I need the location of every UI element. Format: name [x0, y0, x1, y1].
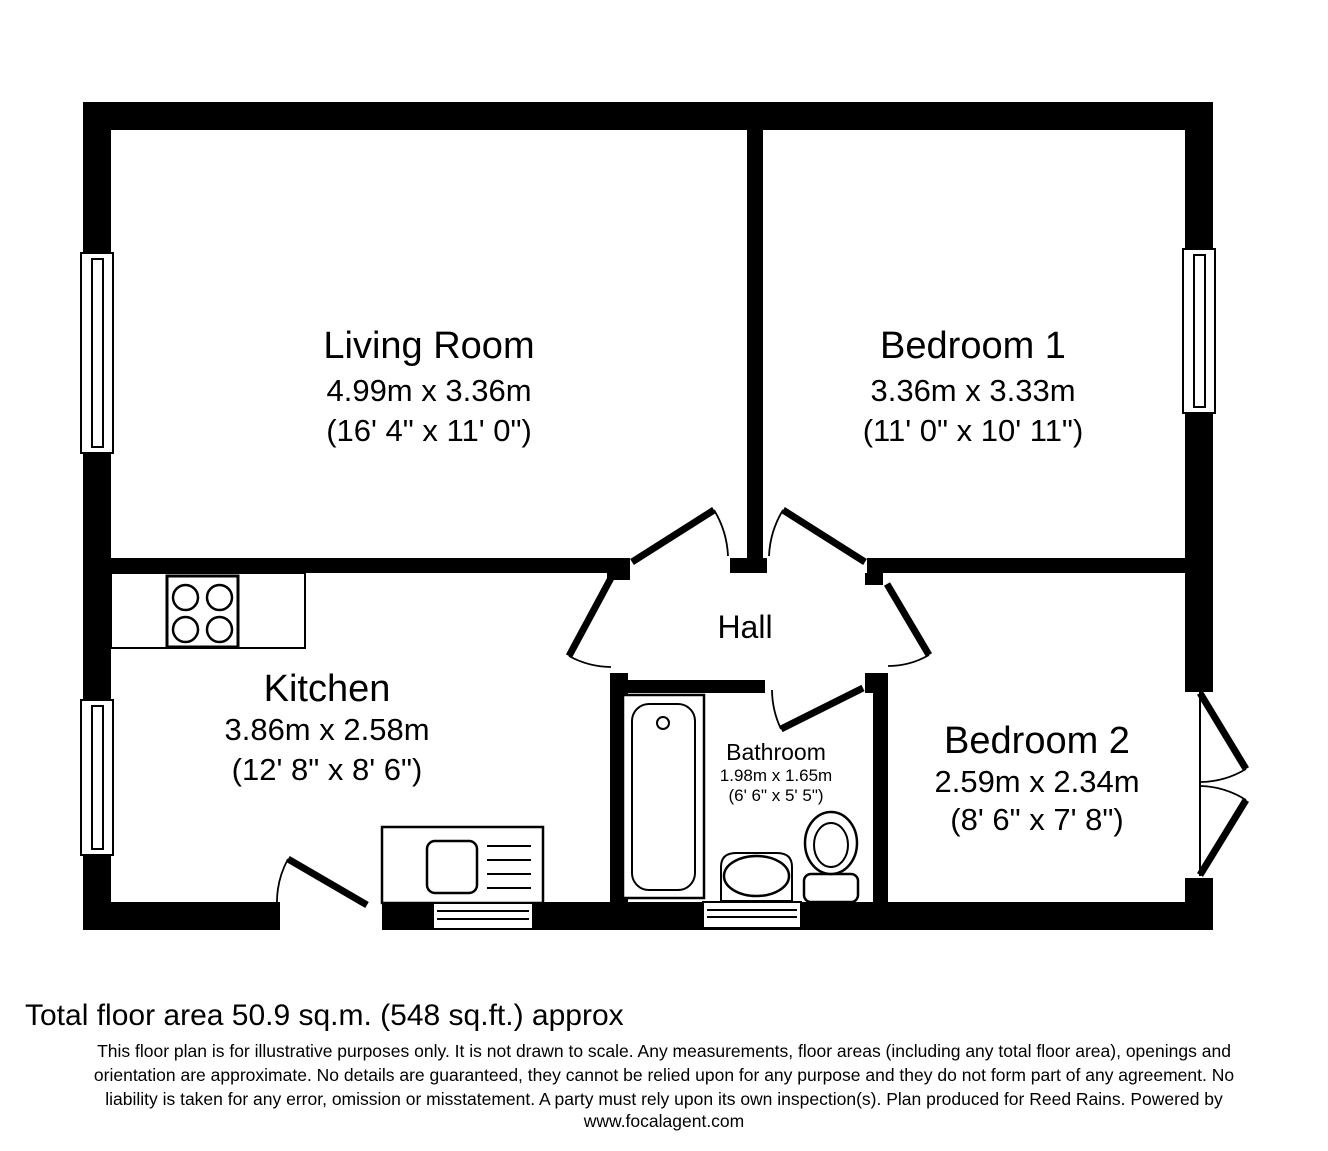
bathtub	[623, 695, 704, 898]
hall-name: Hall	[717, 609, 773, 645]
kitchen-window	[81, 700, 113, 855]
kitchen-metric: 3.86m x 2.58m	[224, 712, 430, 747]
window-sash	[92, 259, 103, 447]
bedroom2-imperial: (8' 6" x 7' 8")	[950, 802, 1124, 837]
window-sash	[1194, 255, 1205, 407]
bedroom2-door-leaf	[887, 584, 929, 655]
wall-hall-center-foot	[730, 558, 767, 573]
bedroom1-door-swing	[769, 510, 783, 556]
living-room-metric: 4.99m x 3.36m	[326, 373, 532, 408]
kitchen-sink-unit	[382, 827, 543, 903]
living-room-name: Living Room	[323, 325, 535, 367]
wall-right-upper	[1185, 102, 1213, 249]
kitchen-imperial: (12' 8" x 8' 6")	[231, 752, 423, 787]
wall-left-upper	[83, 102, 111, 253]
bedroom2-metric: 2.59m x 2.34m	[934, 764, 1140, 799]
bathtub-inner	[632, 704, 695, 890]
kitchen-name: Kitchen	[263, 668, 391, 710]
bedroom1-name: Bedroom 1	[880, 325, 1066, 367]
wall-left-middle	[83, 453, 111, 700]
hob-ring	[173, 585, 198, 610]
window-sash	[92, 706, 103, 849]
living-room-door-leaf	[632, 510, 714, 562]
disclaimer-line-2: orientation are approximate. No details are guaranteed, they cannot be relied upon for any purpose and they do not form part of any agreement. No	[93, 1065, 1235, 1085]
hob-ring	[207, 617, 232, 642]
bathroom-step	[703, 902, 801, 928]
bedroom1-window	[1183, 249, 1215, 413]
living-room-window	[81, 253, 113, 453]
bathroom-imperial: (6' 6" x 5' 5")	[728, 786, 824, 805]
toilet-cistern	[804, 874, 858, 902]
footer	[25, 999, 1234, 1131]
step-outline	[433, 903, 533, 929]
bathroom-door-leaf	[781, 688, 863, 729]
french-door-leaf-bottom	[1200, 800, 1246, 875]
french-door-swing-top	[1201, 769, 1246, 782]
wall-living-bedroom1-divider	[747, 128, 763, 558]
pedestal-basin	[721, 853, 792, 901]
bathroom-metric: 1.98m x 1.65m	[719, 766, 833, 785]
kitchen-exterior-door-leaf	[288, 859, 367, 905]
living-room-door-swing	[714, 510, 728, 556]
french-door-leaf-top	[1200, 693, 1246, 769]
bedroom1-imperial: (11' 0" x 10' 11")	[862, 413, 1084, 448]
toilet	[804, 812, 858, 902]
kitchen-door-swing	[569, 656, 611, 667]
bedroom1-metric: 3.36m x 3.33m	[870, 373, 1076, 408]
wall-bathroom-right	[873, 673, 888, 902]
kitchen-door-leaf	[569, 578, 611, 656]
bathroom-fixtures	[623, 695, 858, 928]
disclaimer-line-3: liability is taken for any error, omission or misstatement. A party must rely upon its own inspection(s). Plan produced for Reed Rains. Powered by	[105, 1089, 1223, 1109]
wall-living-kitchen-divider	[111, 558, 630, 573]
french-door-swing-bottom	[1201, 786, 1246, 800]
wall-bottom-left	[83, 902, 280, 930]
living-room-imperial: (16' 4" x 11' 0")	[326, 413, 532, 448]
bathroom-door-swing	[772, 690, 781, 729]
hob-ring	[207, 585, 232, 610]
total-floor-area: Total floor area 50.9 sq.m. (548 sq.ft.) approx	[25, 999, 624, 1032]
bedroom2-door-swing	[888, 655, 929, 666]
disclaimer-line-1: This floor plan is for illustrative purposes only. It is not drawn to scale. Any measurements, floor areas (including any total floor area), openings and	[97, 1041, 1231, 1061]
hob-ring	[173, 617, 198, 642]
toilet-bowl-inner	[814, 823, 848, 867]
wall-bedroom2-door-jamb-top	[865, 573, 883, 585]
wall-bathroom-top	[610, 680, 765, 693]
bedroom1-door-leaf	[783, 510, 865, 562]
basin-bowl	[724, 856, 789, 896]
bedroom2-name: Bedroom 2	[944, 720, 1130, 762]
website-text: www.focalagent.com	[583, 1111, 745, 1131]
bedroom2-french-doors	[1200, 692, 1246, 876]
bathroom-name: Bathroom	[726, 739, 826, 765]
bathtub-plughole	[657, 717, 669, 729]
kitchen-fixtures	[111, 573, 543, 929]
kitchen-exterior-door-swing	[277, 859, 288, 905]
wall-top	[83, 102, 1213, 130]
wall-bedroom1-bedroom2-divider	[867, 558, 1213, 573]
kitchen-step	[433, 903, 533, 929]
kitchen-hob	[167, 576, 238, 647]
sink-basin	[427, 841, 477, 893]
wall-right-middle	[1185, 413, 1213, 692]
step-outline	[703, 902, 801, 928]
